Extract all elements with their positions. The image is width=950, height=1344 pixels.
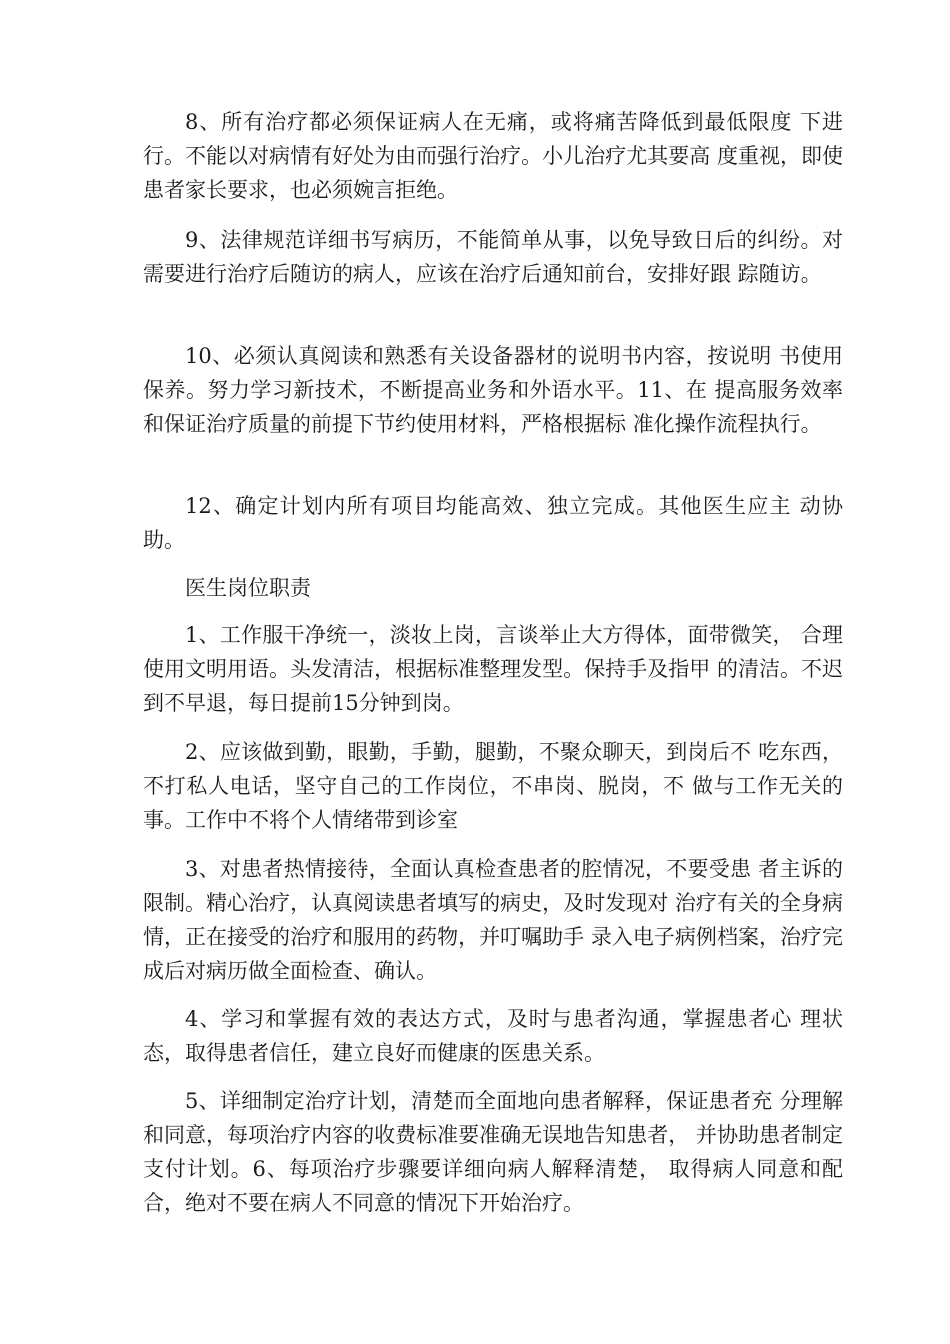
section-heading: 医生岗位职责 xyxy=(185,576,311,600)
paragraph-item-10-11: 10、必须认真阅读和熟悉有关设备器材的说明书内容，按说明 书使用保养。努力学习新技术，不断提高业务和外语水平。11、在 提高服务效率和保证治疗质量的前提下节约使用材料，严格根据标 准化操作流程执行。 xyxy=(143,344,843,436)
paragraph-item-12: 12、确定计划内所有项目均能高效、独立完成。其他医生应主 动协助。 xyxy=(143,494,843,552)
paragraph-duty-1: 1、工作服干净统一，淡妆上岗，言谈举止大方得体，面带微笑， 合理使用文明用语。头发清洁，根据标准整理发型。保持手及指甲 的清洁。不迟到不早退，每日提前15分钟到岗。 xyxy=(143,623,843,715)
paragraph-duty-5-6: 5、详细制定治疗计划，清楚而全面地向患者解释，保证患者充 分理解和同意，每项治疗内容的收费标准要准确无误地告知患者， 并协助患者制定支付计划。6、每项治疗步骤要详细向病人解释清楚， 取得病人同意和配合，绝对不要在病人不同意的情况下开始治疗。 xyxy=(143,1089,843,1215)
paragraph-item-8: 8、所有治疗都必须保证病人在无痛，或将痛苦降低到最低限度 下进行。不能以对病情有好处为由而强行治疗。小儿治疗尤其要高 度重视，即使患者家长要求，也必须婉言拒绝。 xyxy=(143,110,843,202)
paragraph-duty-2: 2、应该做到勤，眼勤，手勤，腿勤，不聚众聊天，到岗后不 吃东西，不打私人电话，坚守自己的工作岗位，不串岗、脱岗，不 做与工作无关的事。工作中不将个人情绪带到诊室 xyxy=(143,740,843,832)
paragraph-duty-3: 3、对患者热情接待，全面认真检查患者的腔情况，不要受患 者主诉的限制。精心治疗，认真阅读患者填写的病史，及时发现对 治疗有关的全身病情，正在接受的治疗和服用的药物，并叮嘱助手 录入电子病例档案，治疗完成后对病历做全面检查、确认。 xyxy=(143,857,843,983)
paragraph-item-9: 9、法律规范详细书写病历，不能简单从事，以免导致日后的纠纷。对需要进行治疗后随访的病人，应该在治疗后通知前台，安排好跟 踪随访。 xyxy=(143,228,843,286)
paragraph-duty-4: 4、学习和掌握有效的表达方式，及时与患者沟通，掌握患者心 理状态，取得患者信任，建立良好而健康的医患关系。 xyxy=(143,1007,843,1065)
